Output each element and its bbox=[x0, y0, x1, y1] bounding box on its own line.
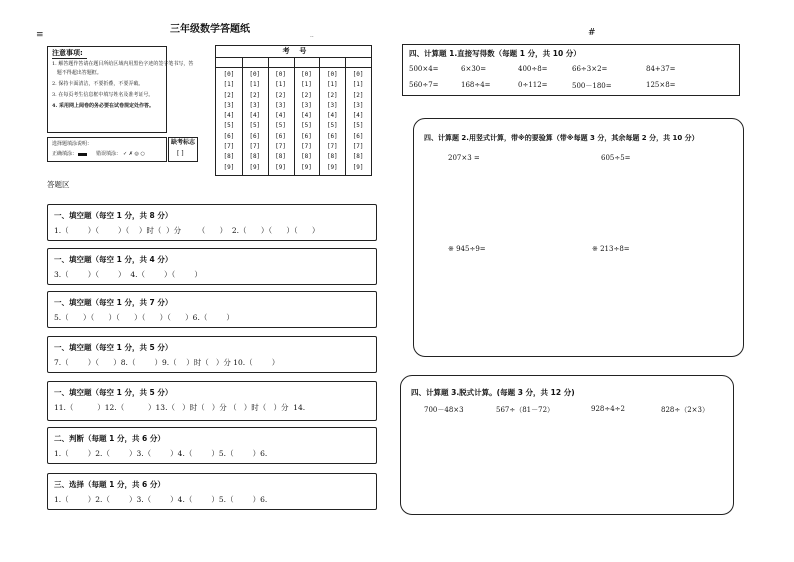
calc1-expr: 500－180= bbox=[572, 82, 612, 90]
absent-box bbox=[168, 137, 198, 162]
exam-digit-bubble[interactable]: [8] bbox=[300, 153, 312, 161]
answer-section-box bbox=[47, 427, 377, 464]
exam-digit-bubble[interactable]: [3] bbox=[352, 101, 364, 109]
calc1-expr: 500×4= bbox=[409, 65, 439, 73]
exam-digit-bubble[interactable]: [8] bbox=[326, 153, 338, 161]
exam-digit-bubble[interactable]: [4] bbox=[300, 112, 312, 120]
wrong-fill-label: 错误填涂： bbox=[96, 151, 122, 157]
exam-digit-bubble[interactable]: [0] bbox=[249, 71, 261, 78]
exam-digit-bubble[interactable]: [6] bbox=[352, 132, 364, 140]
exam-digit-bubble[interactable]: [1] bbox=[275, 81, 286, 89]
exam-digit-bubble[interactable]: [5] bbox=[352, 122, 364, 130]
exam-digit-bubble[interactable]: [5] bbox=[249, 122, 261, 130]
calc1-expr: 66÷3×2= bbox=[572, 65, 608, 73]
exam-digit-bubble[interactable]: [2] bbox=[326, 91, 338, 99]
exam-digit-bubble[interactable]: [9] bbox=[275, 163, 286, 171]
exam-digit-bubble[interactable]: [7] bbox=[223, 143, 235, 151]
exam-digit-bubble[interactable]: [5] bbox=[275, 122, 286, 130]
wrong-fill-marks: ✓ ✗ ◎ ○ bbox=[123, 151, 145, 157]
exam-number-column bbox=[270, 70, 292, 173]
section-title: 一、填空题（每空 1 分，共 7 分） bbox=[54, 298, 173, 307]
exam-digit-bubble[interactable]: [5] bbox=[300, 122, 312, 130]
exam-digit-bubble[interactable]: [9] bbox=[300, 163, 312, 171]
calc3-title: 四、计算题 3.脱式计算。(每题 3 分，共 12 分) bbox=[411, 388, 575, 397]
exam-digit-bubble[interactable]: [9] bbox=[326, 163, 338, 171]
answer-section-box bbox=[47, 291, 377, 328]
exam-digit-bubble[interactable]: [2] bbox=[249, 91, 261, 99]
exam-digit-bubble[interactable]: [6] bbox=[223, 132, 235, 140]
exam-number-column bbox=[218, 70, 240, 173]
exam-digit-bubble[interactable]: [7] bbox=[352, 143, 364, 151]
calc3-expr: 700－48×3 bbox=[424, 406, 464, 414]
page-title: 三年级数学答题纸 bbox=[170, 24, 250, 35]
exam-digit-bubble[interactable]: [3] bbox=[275, 101, 286, 109]
exam-digit-bubble[interactable]: [5] bbox=[326, 122, 338, 130]
section-answer-line[interactable]: 5.（ ）（ ）（ ）（ ）（ ）6.（ ） bbox=[54, 313, 234, 322]
calc3-expr: 928÷4÷2 bbox=[591, 405, 625, 413]
answer-section-box bbox=[47, 381, 377, 421]
section-answer-line[interactable]: 1.（ ）2.（ ）3.（ ）4.（ ）5.（ ）6. bbox=[54, 495, 268, 504]
calc3-box bbox=[400, 375, 734, 515]
answer-section-box bbox=[47, 336, 377, 373]
exam-number-title: 考 号 bbox=[282, 47, 307, 55]
exam-digit-bubble[interactable]: [1] bbox=[326, 81, 338, 89]
section-title: 一、填空题（每空 1 分，共 5 分） bbox=[54, 343, 173, 352]
correct-fill-mark bbox=[78, 153, 87, 156]
exam-digit-bubble[interactable]: [8] bbox=[249, 153, 261, 161]
exam-number-column bbox=[244, 70, 266, 173]
exam-digit-bubble[interactable]: [5] bbox=[223, 122, 235, 130]
calc2-expr: 605÷5= bbox=[601, 154, 631, 162]
answer-section-box bbox=[47, 248, 377, 285]
exam-digit-bubble[interactable]: [1] bbox=[352, 81, 364, 89]
exam-digit-bubble[interactable]: [4] bbox=[275, 112, 286, 120]
notice-item: 2. 保持卡面清洁，不要折叠，不要弄破。 bbox=[52, 81, 144, 87]
exam-digit-bubble[interactable]: [2] bbox=[275, 91, 286, 99]
exam-digit-bubble[interactable]: [0] bbox=[326, 71, 338, 78]
section-answer-line[interactable]: 3.（ ）（ ） 4.（ ）（ ） bbox=[54, 270, 202, 279]
section-title: 二、判断（每题 1 分，共 6 分） bbox=[54, 434, 165, 443]
notice-item: 4. 采用网上阅卷的务必要在试卷规定处作答。 bbox=[52, 103, 154, 109]
calc1-expr: 400÷8= bbox=[518, 65, 548, 73]
calc3-expr: 828÷（2×3） bbox=[661, 406, 709, 414]
notice-item: 3. 在每页考生信息框中填写姓名及准考证号。 bbox=[52, 92, 154, 98]
exam-digit-bubble[interactable]: [4] bbox=[326, 112, 338, 120]
exam-digit-bubble[interactable]: [3] bbox=[300, 101, 312, 109]
calc1-expr: 0÷112= bbox=[518, 81, 548, 89]
answer-section-box bbox=[47, 473, 377, 510]
exam-digit-bubble[interactable]: [2] bbox=[300, 91, 312, 99]
exam-digit-bubble[interactable]: [4] bbox=[223, 112, 235, 120]
correct-fill-label: 正确填涂： bbox=[52, 151, 78, 157]
calc1-title: 四、计算题 1.直接写得数（每题 1 分，共 10 分） bbox=[409, 49, 581, 58]
exam-digit-bubble[interactable]: [7] bbox=[249, 143, 261, 151]
exam-digit-bubble[interactable]: [1] bbox=[223, 81, 235, 89]
exam-digit-bubble[interactable]: [3] bbox=[326, 101, 338, 109]
exam-digit-bubble[interactable]: [0] bbox=[352, 71, 364, 78]
exam-number-grid bbox=[215, 45, 372, 176]
fill-sample-box bbox=[47, 137, 167, 162]
section-answer-line[interactable]: 1.（ ）（ ）（ ）时（ ）分 （ ） 2.（ ）（ ）（ ） bbox=[54, 226, 320, 235]
section-title: 一、填空题（每空 1 分，共 5 分） bbox=[54, 388, 173, 397]
calc2-expr: 207×3 = bbox=[448, 154, 480, 162]
calc2-expr: ※ 213÷8= bbox=[592, 245, 630, 253]
exam-digit-bubble[interactable]: [6] bbox=[275, 132, 286, 140]
calc1-box bbox=[402, 44, 740, 96]
exam-digit-bubble[interactable]: [2] bbox=[352, 91, 364, 99]
notice-item: 题不得超出答题框。 bbox=[52, 70, 102, 76]
exam-digit-bubble[interactable]: [6] bbox=[300, 132, 312, 140]
exam-digit-bubble[interactable]: [2] bbox=[223, 91, 235, 99]
notice-title: 注意事项: bbox=[52, 49, 87, 59]
exam-digit-bubble[interactable]: [4] bbox=[352, 112, 364, 120]
calc1-expr: 125×8= bbox=[646, 81, 676, 89]
notice-box bbox=[47, 46, 194, 133]
exam-digit-bubble[interactable]: [7] bbox=[275, 143, 286, 151]
calc1-expr: 560÷7= bbox=[409, 81, 439, 89]
exam-digit-bubble[interactable]: [1] bbox=[300, 81, 312, 89]
exam-digit-bubble[interactable]: [9] bbox=[223, 163, 235, 171]
calc2-expr: ※ 945÷9= bbox=[448, 245, 486, 253]
section-answer-line[interactable]: 11.（ ）12.（ ）13.（ ）时（ ）分 （ ）时（ ）分 14. bbox=[54, 403, 306, 412]
exam-digit-bubble[interactable]: [8] bbox=[275, 153, 286, 161]
exam-number-column bbox=[321, 70, 343, 173]
section-answer-line[interactable]: 1.（ ）2.（ ）3.（ ）4.（ ）5.（ ）6. bbox=[54, 449, 268, 458]
exam-digit-bubble[interactable]: [1] bbox=[249, 81, 261, 89]
exam-digit-bubble[interactable]: [4] bbox=[249, 112, 261, 120]
absent-title: 缺考标志 bbox=[171, 139, 196, 146]
exam-digit-bubble[interactable]: [6] bbox=[249, 132, 261, 140]
exam-digit-bubble[interactable]: [8] bbox=[223, 153, 235, 161]
calc2-title: 四、计算题 2.用竖式计算，带※的要验算（带※每题 3 分，其余每题 2 分，共 10 分） bbox=[424, 134, 699, 142]
calc2-box bbox=[413, 118, 744, 357]
exam-digit-bubble[interactable]: [0] bbox=[223, 71, 235, 78]
calc1-expr: 84+37= bbox=[646, 65, 676, 73]
notice-item: 1. 解答题作答请在题目所给区域内用黑色字迹的签字笔书写，答 bbox=[52, 61, 194, 67]
calc1-expr: 6×30= bbox=[461, 65, 487, 73]
exam-digit-bubble[interactable]: [9] bbox=[249, 163, 261, 171]
exam-number-column bbox=[347, 70, 369, 173]
exam-digit-bubble[interactable]: [9] bbox=[352, 163, 364, 171]
absent-checkbox[interactable]: [ ] bbox=[177, 150, 184, 157]
exam-digit-bubble[interactable]: [3] bbox=[249, 101, 261, 109]
exam-digit-bubble[interactable]: [3] bbox=[223, 101, 235, 109]
center-mark: .. bbox=[310, 32, 314, 39]
exam-digit-bubble[interactable]: [7] bbox=[300, 143, 312, 151]
exam-digit-bubble[interactable]: [8] bbox=[352, 153, 364, 161]
right-mark: # bbox=[588, 28, 596, 38]
exam-digit-bubble[interactable]: [6] bbox=[326, 132, 338, 140]
section-title: 一、填空题（每空 1 分，共 8 分） bbox=[54, 211, 173, 220]
calc1-expr: 168÷4= bbox=[461, 81, 491, 89]
calc3-expr: 567÷（81－72） bbox=[496, 406, 555, 414]
left-mark: ≡ bbox=[36, 30, 44, 40]
answer-area-label: 答题区 bbox=[47, 180, 70, 189]
section-title: 一、填空题（每空 1 分，共 4 分） bbox=[54, 255, 173, 264]
exam-digit-bubble[interactable]: [7] bbox=[326, 143, 338, 151]
exam-digit-bubble[interactable]: [0] bbox=[275, 71, 286, 78]
exam-digit-bubble[interactable]: [0] bbox=[300, 71, 312, 78]
answer-section-box bbox=[47, 204, 377, 241]
fill-sample-title: 选择题填涂说明： bbox=[52, 141, 93, 147]
section-title: 三、选择（每题 1 分，共 6 分） bbox=[54, 480, 165, 489]
exam-number-column bbox=[295, 70, 317, 173]
section-answer-line[interactable]: 7.（ ）（ ）8.（ ）9.（ ）时（ ）分 10.（ ） bbox=[54, 358, 280, 367]
